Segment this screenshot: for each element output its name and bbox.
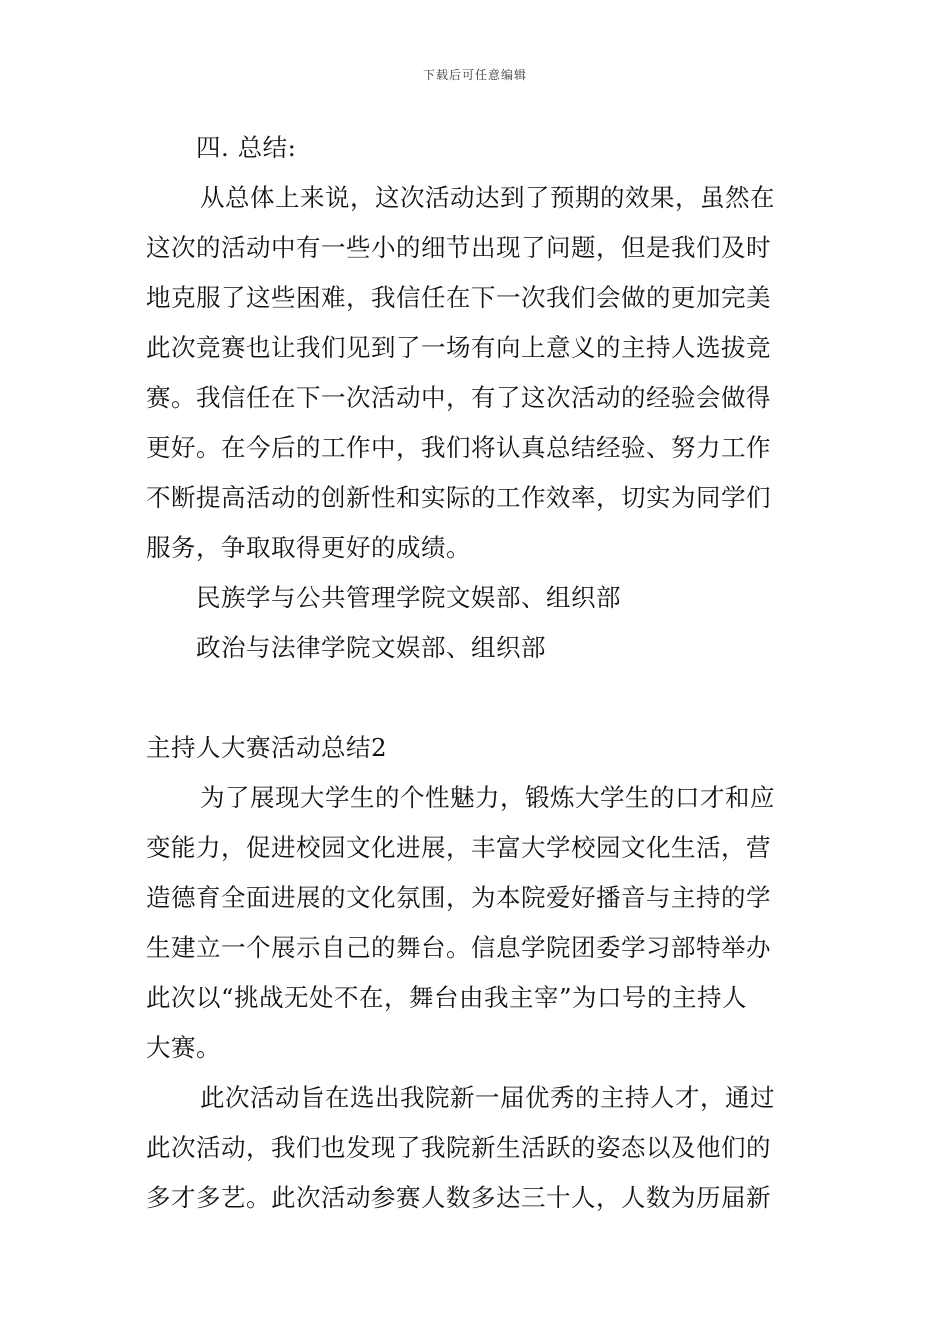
paragraph-line: 生建立一个展示自己的舞台。信息学院团委学习部特举办 — [146, 933, 771, 962]
section-title: 主持人大赛活动总结2 — [146, 733, 388, 762]
paragraph-line: 从总体上来说，这次活动达到了预期的效果，虽然在 — [200, 183, 775, 212]
signature-line: 民族学与公共管理学院文娱部、组织部 — [196, 583, 621, 612]
paragraph-line: 不断提高活动的创新性和实际的工作效率，切实为同学们 — [146, 483, 771, 512]
paragraph-line: 地克服了这些困难，我信任在下一次我们会做的更加完美 — [146, 283, 771, 312]
paragraph-line: 此次活动，我们也发现了我院新生活跃的姿态以及他们的 — [146, 1133, 771, 1162]
paragraph-line: 此次竞赛也让我们见到了一场有向上意义的主持人选拔竞 — [146, 333, 771, 362]
section-heading: 四. 总结: — [196, 133, 297, 162]
paragraph-line: 造德育全面进展的文化氛围，为本院爱好播音与主持的学 — [146, 883, 771, 912]
paragraph-line: 为了展现大学生的个性魅力，锻炼大学生的口才和应 — [200, 783, 775, 812]
paragraph-line: 这次的活动中有一些小的细节出现了问题，但是我们及时 — [146, 233, 771, 262]
paragraph-line: 此次活动旨在选出我院新一届优秀的主持人才，通过 — [200, 1083, 775, 1112]
paragraph-line: 更好。在今后的工作中，我们将认真总结经验、努力工作 — [146, 433, 771, 462]
paragraph-line: 赛。我信任在下一次活动中，有了这次活动的经验会做得 — [146, 383, 771, 412]
paragraph-line: 大赛。 — [146, 1033, 221, 1062]
paragraph-line: 多才多艺。此次活动参赛人数多达三十人，人数为历届新 — [146, 1183, 771, 1212]
signature-line: 政治与法律学院文娱部、组织部 — [196, 633, 546, 662]
paragraph-line: 变能力，促进校园文化进展，丰富大学校园文化生活，营 — [146, 833, 771, 862]
paragraph-line: 服务，争取取得更好的成绩。 — [146, 533, 471, 562]
paragraph-line: 此次以“挑战无处不在，舞台由我主宰”为口号的主持人 — [146, 983, 748, 1012]
page-header: 下载后可任意编辑 — [422, 68, 527, 82]
